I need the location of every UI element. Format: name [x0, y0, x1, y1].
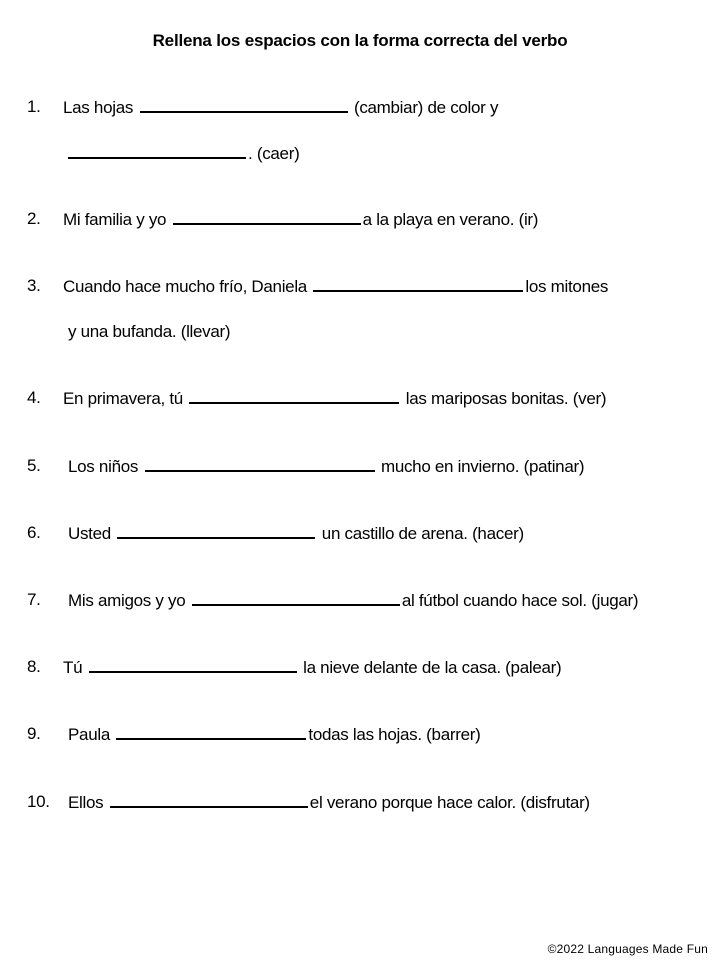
answer-blank[interactable]	[189, 388, 399, 404]
item-text-before: Cuando hace mucho frío, Daniela	[63, 277, 307, 296]
item-text-before: Tú	[63, 658, 83, 677]
item-number: 2.	[27, 209, 41, 228]
worksheet-title: Rellena los espacios con la forma correcta del verbo	[152, 31, 568, 50]
item-text-before: Ellos	[68, 793, 104, 812]
item-number: 7.	[27, 590, 41, 609]
answer-blank[interactable]	[140, 97, 348, 113]
item-text-before: Las hojas	[63, 98, 134, 117]
answer-blank[interactable]	[145, 456, 375, 472]
item-number: 5.	[27, 456, 41, 475]
item-text-before: En primavera, tú	[63, 389, 183, 408]
item-text-after: un castillo de arena. (hacer)	[321, 524, 524, 543]
answer-blank[interactable]	[89, 657, 297, 673]
item-text-before: Paula	[68, 725, 110, 744]
item-text-after: a la playa en verano. (ir)	[362, 210, 539, 229]
answer-blank[interactable]	[192, 590, 400, 606]
answer-blank[interactable]	[116, 724, 306, 740]
item-text-after: . (caer)	[248, 144, 300, 163]
item-number: 10.	[27, 792, 50, 811]
item-number: 1.	[27, 97, 41, 116]
item-text-before: Mi familia y yo	[63, 210, 167, 229]
item-text-after: el verano porque hace calor. (disfrutar)	[309, 793, 590, 812]
answer-blank[interactable]	[173, 209, 361, 225]
answer-blank[interactable]	[110, 792, 308, 808]
item-number: 6.	[27, 523, 41, 542]
item-number: 4.	[27, 388, 41, 407]
item-text-before: Mis amigos y yo	[68, 591, 186, 610]
item-text-after: mucho en invierno. (patinar)	[380, 457, 585, 476]
exercise-item-3-continued: y una bufanda. (llevar)	[68, 322, 231, 341]
item-text-before: Usted	[68, 524, 111, 543]
item-text-before: Los niños	[68, 457, 139, 476]
exercise-item-1-continued	[68, 143, 299, 164]
item-number: 9.	[27, 724, 41, 743]
answer-blank[interactable]	[68, 143, 246, 159]
item-text-after: las mariposas bonitas. (ver)	[405, 389, 607, 408]
item-number: 3.	[27, 276, 41, 295]
item-number: 8.	[27, 657, 41, 676]
item-text-after: la nieve delante de la casa. (palear)	[303, 658, 562, 677]
answer-blank[interactable]	[117, 523, 315, 539]
copyright-footer: ©2022 Languages Made Fun	[547, 942, 708, 956]
answer-blank[interactable]	[313, 276, 523, 292]
item-text-after: (cambiar) de color y	[353, 98, 499, 117]
item-text-after: los mitones	[525, 277, 609, 296]
item-text-after: al fútbol cuando hace sol. (jugar)	[401, 591, 639, 610]
item-text-after: todas las hojas. (barrer)	[308, 725, 481, 744]
